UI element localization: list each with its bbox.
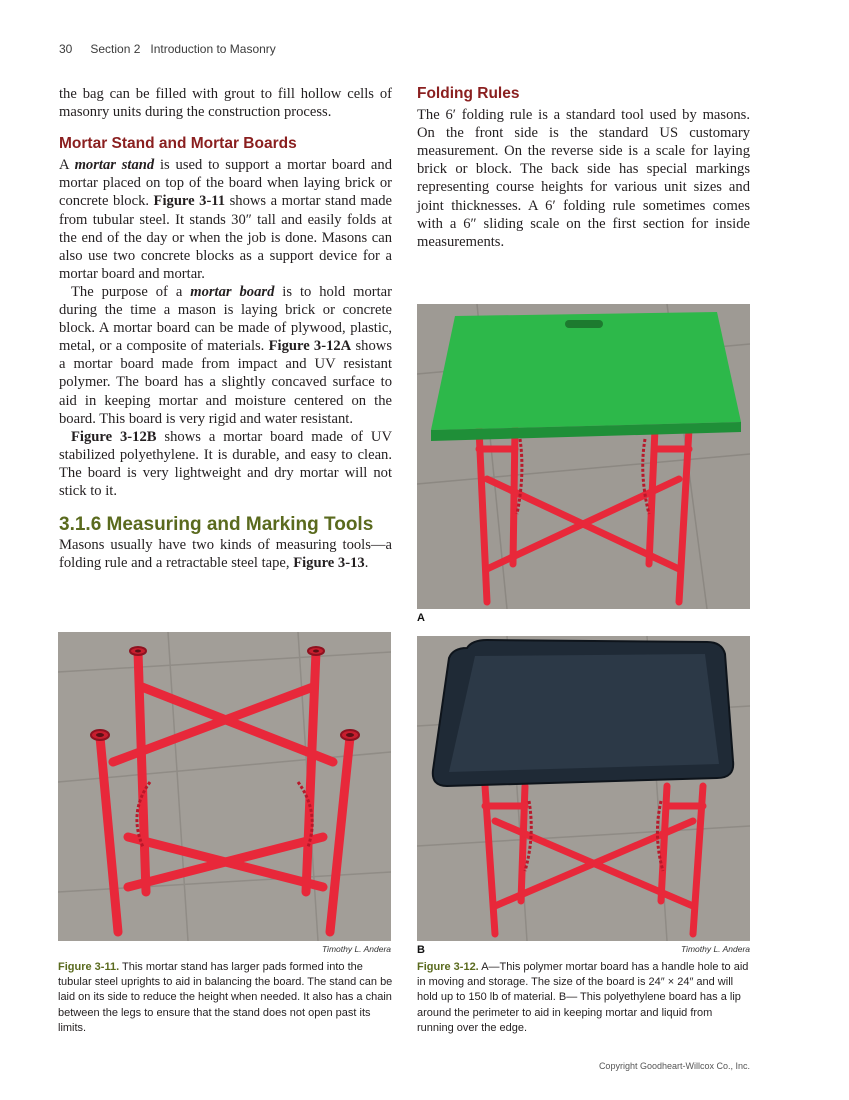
- copyright-footer: Copyright Goodheart-Willcox Co., Inc.: [598, 1061, 750, 1071]
- photo-label-a: A: [417, 612, 425, 624]
- photo-mortar-stand: [58, 632, 391, 941]
- text-run: shows a mortar board made from impact and UV resistant polymer. The board has a slightly concaved surface to aid in keeping mortar and moisture centered on the board. This board is very rigid and water resistant.: [59, 338, 392, 427]
- photo-green-mortar-board: [417, 304, 750, 609]
- text-run: Masons usually have two kinds of measuring tools—a folding rule and a retractable steel tape,: [59, 537, 392, 572]
- text-run: .: [364, 555, 369, 572]
- section-title: Introduction to Masonry: [150, 42, 276, 56]
- text-run: The purpose of a: [71, 283, 191, 300]
- photo-credit-3-12: Timothy L. Andera: [680, 944, 750, 954]
- measuring-paragraph: [59, 536, 392, 572]
- photo-black-mortar-board: [417, 636, 750, 941]
- section-label: Section 2: [90, 42, 141, 56]
- running-header: [59, 42, 276, 56]
- figure-reference: Figure 3-11: [153, 193, 226, 210]
- term-mortar-stand: mortar stand: [74, 157, 155, 174]
- section-heading: 3.1.6 Measuring and Marking Tools: [59, 514, 374, 536]
- text-run: A: [59, 157, 75, 174]
- caption-text: This mortar stand has larger pads formed into the tubular steel uprights to aid in balancing the board. The stand can be laid on its side to reduce the height when needed. It also has a chain between the legs to ensure that the stand does not open past its limits.: [58, 961, 393, 1034]
- mortar-stand-paragraph: [59, 156, 392, 283]
- figure-reference: Figure 3-12A: [268, 338, 352, 355]
- folding-rule-paragraph: The 6′ folding rule is a standard tool used by masons. On the front side is the standard US customary measurement. On the reverse side is a scale for laying brick or block. The back side has special markings representing course heights for various unit sizes and joint thicknesses. A 6′ folding rule sometimes comes with a 6″ sliding scale on the first section for inside measurements.: [417, 107, 750, 250]
- photo-credit-3-11: Timothy L. Andera: [321, 944, 391, 954]
- text-run: is used to support a mortar board and mortar placed on top of the board when laying brick or concrete block.: [59, 157, 393, 210]
- intro-paragraph: the bag can be filled with grout to fill hollow cells of masonry units during the construction process.: [59, 86, 392, 121]
- text-run: is to hold mortar during the time a mason is laying brick or concrete block. A mortar board can be made of plywood, plastic, metal, or a composite of materials.: [59, 283, 392, 355]
- folding-rules-heading: Folding Rules: [417, 85, 520, 102]
- left-column: [59, 85, 392, 572]
- page-number: 30: [59, 42, 73, 56]
- mortar-heading: Mortar Stand and Mortar Boards: [59, 135, 297, 153]
- figure-reference: Figure 3-13: [293, 555, 365, 572]
- black-board-stand-drawing: [417, 636, 750, 941]
- red-stand-drawing: [58, 632, 391, 941]
- text-run: shows a mortar stand made from tubular steel. It stands 30″ tall and easily folds at the end of the day or when the job is done. Masons can also use two concrete blocks as a support device for a mortar board and mortar.: [59, 193, 392, 282]
- caption-number: Figure 3-12.: [417, 961, 479, 973]
- caption-figure-3-11: [58, 960, 393, 1036]
- polyethylene-paragraph: [59, 428, 392, 500]
- mortar-board-paragraph: [59, 283, 392, 428]
- green-board-stand-drawing: [417, 304, 750, 609]
- caption-number: Figure 3-11.: [58, 961, 120, 973]
- text-run: shows a mortar board made of UV stabilized polyethylene. It is durable, and easy to clean. The board is very lightweight and dry mortar will not stick to it.: [59, 428, 392, 499]
- term-mortar-board: mortar board: [190, 283, 275, 300]
- caption-text: A—This polymer mortar board has a handle hole to aid in moving and storage. The size of the board is 24″ × 24″ and will hold up to 150 lb of material. B— This polyethylene board has a lip around the perimeter to aid in keeping mortar and liquid from running over the edge.: [417, 961, 749, 1034]
- right-column: [417, 85, 750, 251]
- caption-figure-3-12: [417, 960, 752, 1036]
- photo-label-b: B: [417, 944, 425, 956]
- figure-reference: Figure 3-12B: [71, 428, 157, 445]
